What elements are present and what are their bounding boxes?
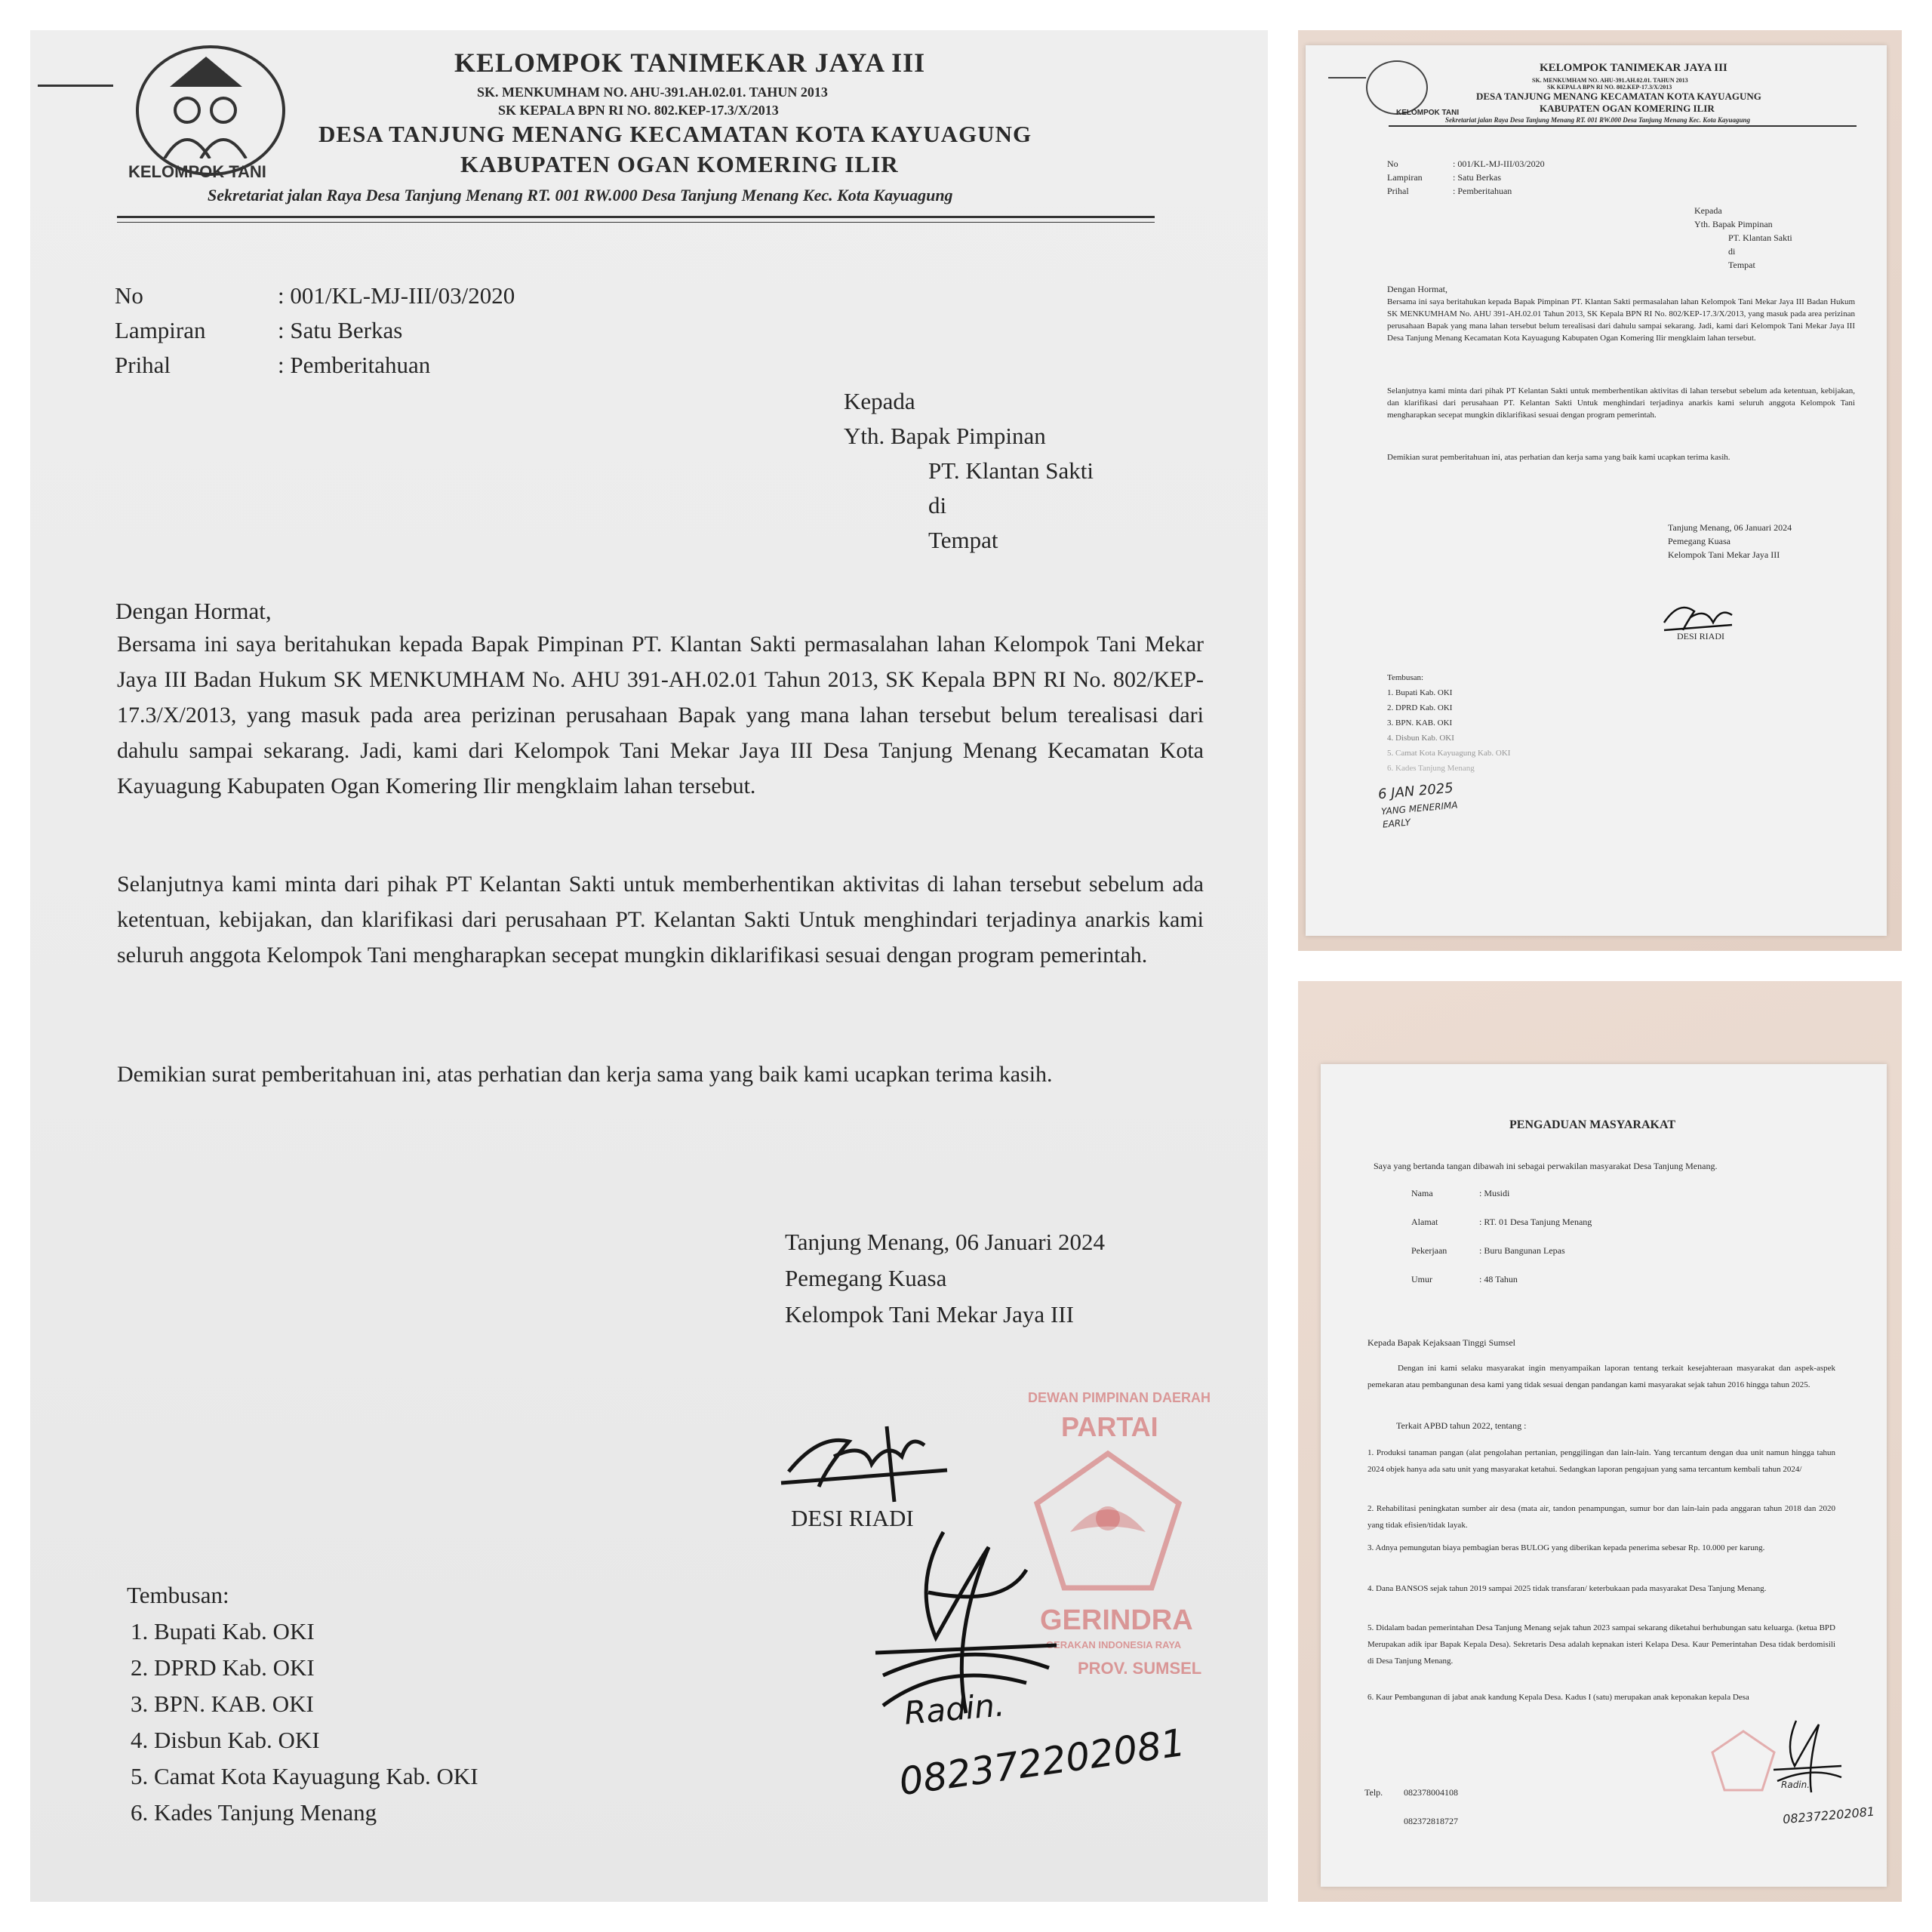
thumb-sk-menkumham: SK. MENKUMHAM NO. AHU-391.AH.02.01. TAHUN 2013 xyxy=(1532,77,1688,84)
phone-2: 082372818727 xyxy=(1404,1816,1458,1826)
receipt-letter-paper xyxy=(1306,45,1887,936)
thumb-tembusan-item: 4. Disbun Kab. OKI xyxy=(1387,734,1454,743)
thumb-company: PT. Klantan Sakti xyxy=(1728,232,1792,243)
prihal-label: Prihal xyxy=(115,352,171,378)
thumb-tembusan-item: 6. Kades Tanjung Menang xyxy=(1387,764,1475,773)
complaint-item: 5. Didalam badan pemerintahan Desa Tanjung Menang sejak tahun 2023 sampai sekarang diketahui berhubungan satu keluarga. (ketua BPD Merupakan adik ipar Bapak Kepala Desa). Sekretaris Desa adalah kepnakan isteri Kelapa Desa. Kaur Pemerintahan Desa tidak berdomisili di Desa Tanjung Menang. xyxy=(1367,1623,1835,1666)
thumb-prihal-value: : Pemberitahuan xyxy=(1453,186,1512,196)
signer-name: DESI RIADI xyxy=(791,1505,914,1531)
thumb-dash xyxy=(1328,77,1366,78)
thumb-signature xyxy=(1660,596,1736,634)
desi-riadi-signature xyxy=(774,1411,962,1509)
complaint-item: 3. Adnya pemungutan biaya pembagian beras BULOG yang diberikan kepada penerima sebesar Rp. 10.000 per karung. xyxy=(1367,1543,1765,1552)
complaint-item: 6. Kaur Pembangunan di jabat anak kandung Kepala Desa. Kadus I (satu) merupakan anak keponakan kepala Desa xyxy=(1367,1693,1749,1702)
field-value-nama: : Musidi xyxy=(1479,1188,1510,1198)
complaint-letter-photo xyxy=(1298,981,1902,1902)
recipient-tempat: Tempat xyxy=(928,527,998,553)
thumb-org-name: KELOMPOK TANIMEKAR JAYA III xyxy=(1540,62,1727,74)
field-value-umur: : 48 Tahun xyxy=(1479,1274,1518,1284)
thumb-di: di xyxy=(1728,246,1736,257)
no-label: No xyxy=(115,282,143,309)
field-label-nama: Nama xyxy=(1411,1188,1433,1198)
complaint-item: 4. Dana BANSOS sejak tahun 2019 sampai 2025 tidak transfaran/ keterbukaan pada masyarakat Desa Tanjung Menang. xyxy=(1367,1584,1767,1593)
thumb-signer: DESI RIADI xyxy=(1677,631,1724,641)
tembusan-item: 5. Camat Kota Kayuagung Kab. OKI xyxy=(131,1763,478,1789)
thumb-address: Sekretariat jalan Raya Desa Tanjung Menang RT. 001 RW.000 Desa Tanjung Menang Kec. Kota Kayuagung xyxy=(1445,116,1750,124)
receipt-date: 6 JAN 2025 xyxy=(1377,780,1454,803)
no-value: : 001/KL-MJ-III/03/2020 xyxy=(278,282,515,309)
telp-label: Telp. xyxy=(1364,1787,1383,1798)
handwritten-phone: 082372202081 xyxy=(896,1720,1188,1804)
thumb-tempat: Tempat xyxy=(1728,260,1755,270)
stamp-gerindra-text: GERINDRA xyxy=(1040,1604,1193,1636)
signer-group: Kelompok Tani Mekar Jaya III xyxy=(785,1301,1074,1327)
tembusan-item: 1. Bupati Kab. OKI xyxy=(131,1618,315,1644)
complaint-apbd: Terkait APBD tahun 2022, tentang : xyxy=(1396,1420,1527,1431)
thumb-salutation: Dengan Hormat, xyxy=(1387,284,1447,294)
sk-kepala-bpn: SK KEPALA BPN RI NO. 802.KEP-17.3/X/2013 xyxy=(498,103,779,118)
field-label-pekerjaan: Pekerjaan xyxy=(1411,1245,1447,1256)
complaint-handwritten-name: Radin. xyxy=(1781,1780,1810,1790)
letter-page xyxy=(30,30,1268,1902)
thumb-yth: Yth. Bapak Pimpinan xyxy=(1694,219,1773,229)
prihal-value: : Pemberitahuan xyxy=(278,352,431,378)
thumb-sk-bpn: SK KEPALA BPN RI NO. 802.KEP-17.3/X/2013 xyxy=(1547,84,1672,91)
paragraph-1: Bersama ini saya beritahukan kepada Bapak Pimpinan PT. Klantan Sakti permasalahan lahan Kelompok Tani Mekar Jaya III Badan Hukum SK MENKUMHAM No. AHU 391-AH.02.01 Tahun 2013, SK Kepala BPN RI No. 802/KEP-17.3/X/2013, yang masuk pada area perizinan perusahaan Bapak yang mana lahan tersebut belum terealisasi dari dahulu sampai sekarang. Jadi, kami dari Kelompok Tani Mekar Jaya III Desa Tanjung Menang Kecamatan Kota Kayuagung Kabupaten Ogan Komering Ilir mengklaim lahan tersebut. xyxy=(117,632,1204,798)
complaint-title: PENGADUAN MASYARAKAT xyxy=(1509,1118,1676,1131)
thumb-kepada: Kepada xyxy=(1694,205,1722,216)
complaint-to: Kepada Bapak Kejaksaan Tinggi Sumsel xyxy=(1367,1337,1515,1348)
receipt-line-1: YANG MENERIMA xyxy=(1380,799,1459,817)
kabupaten-line: KABUPATEN OGAN KOMERING ILIR xyxy=(460,151,899,177)
thumb-logo xyxy=(1366,60,1428,115)
thumb-rule xyxy=(1389,125,1857,127)
stamp-top-text: DEWAN PIMPINAN DAERAH xyxy=(1028,1390,1211,1405)
org-name: KELOMPOK TANIMEKAR JAYA III xyxy=(454,48,926,78)
logo-figures-icon xyxy=(158,91,257,158)
secretariat-address: Sekretariat jalan Raya Desa Tanjung Menang RT. 001 RW.000 Desa Tanjung Menang Kec. Kota Kayuagung xyxy=(208,186,953,205)
tembusan-title: Tembusan: xyxy=(127,1582,229,1608)
thumb-paragraph-1: Bersama ini saya beritahukan kepada Bapak Pimpinan PT. Klantan Sakti permasalahan lahan Kelompok Tani Mekar Jaya III Badan Hukum SK MENKUMHAM No. AHU 391-AH.02.01 Tahun 2013, SK Kepala BPN RI No. 802/KEP-17.3/X/2013, yang masuk pada area perizinan perusahaan Bapak yang mana lahan tersebut belum terealisasi dari dahulu sampai sekarang. Jadi, kami dari Kelompok Tani Mekar Jaya III Desa Tanjung Menang Kecamatan Kota Kayuagung Kabupaten Ogan Komering Ilir mengklaim lahan tersebut. xyxy=(1387,297,1855,343)
place-date: Tanjung Menang, 06 Januari 2024 xyxy=(785,1229,1105,1255)
field-value-alamat: : RT. 01 Desa Tanjung Menang xyxy=(1479,1217,1592,1227)
tembusan-item: 3. BPN. KAB. OKI xyxy=(131,1690,314,1717)
tembusan-item: 2. DPRD Kab. OKI xyxy=(131,1654,315,1681)
complaint-item: 2. Rehabilitasi peningkatan sumber air desa (mata air, tandon penampungan, sumur bor dan lain-lain pada anggaran tahun 2018 dan 2020 yang tidak efisien/tidak layak. xyxy=(1367,1504,1835,1530)
salutation: Dengan Hormat, xyxy=(115,598,272,624)
lampiran-value: : Satu Berkas xyxy=(278,317,403,343)
kepada: Kepada xyxy=(844,388,915,414)
stamp-prov-text: PROV. SUMSEL xyxy=(1078,1659,1202,1678)
stamp-partai-text: PARTAI xyxy=(1061,1411,1158,1442)
complaint-opening: Dengan ini kami selaku masyarakat ingin menyampaikan laporan tentang terkait kesejahteraan masyarakat dan aspek-aspek pemekaran atau pembangunan desa kami yang tidak sesuai dengan pandangan kami masyarakat sejak tahun 2016 hingga tahun 2025. xyxy=(1367,1364,1835,1389)
header-rule xyxy=(117,216,1155,218)
field-value-pekerjaan: : Buru Bangunan Lepas xyxy=(1479,1245,1565,1256)
paragraph-3: Demikian surat pemberitahuan ini, atas perhatian dan kerja sama yang baik kami ucapkan terima kasih. xyxy=(117,1062,1053,1087)
thumb-prihal-label: Prihal xyxy=(1387,186,1409,196)
phone-1: 082378004108 xyxy=(1404,1787,1458,1798)
thumb-role: Pemegang Kuasa xyxy=(1668,536,1730,546)
receipt-copy-photo xyxy=(1298,30,1902,951)
field-label-umur: Umur xyxy=(1411,1274,1432,1284)
thumb-tembusan-item: 5. Camat Kota Kayuagung Kab. OKI xyxy=(1387,749,1511,758)
complaint-paper xyxy=(1321,1064,1887,1887)
thumb-paragraph-3: Demikian surat pemberitahuan ini, atas perhatian dan kerja sama yang baik kami ucapkan terima kasih. xyxy=(1387,453,1730,462)
thumb-no-label: No xyxy=(1387,158,1398,169)
receipt-line-2: EARLY xyxy=(1382,817,1411,830)
stamp-sub-text: GERAKAN INDONESIA RAYA xyxy=(1046,1639,1182,1651)
header-rule-thin xyxy=(117,222,1155,223)
paragraph-2: Selanjutnya kami minta dari pihak PT Kelantan Sakti untuk memberhentikan aktivitas di lahan tersebut sebelum ada ketentuan, kebijakan, dan klarifikasi dari perusahaan PT. Kelantan Sakti Untuk menghindari terjadinya anarkis kami seluruh anggota Kelompok Tani mengharapkan secepat mungkin diklarifikasi sesuai dengan program pemerintah. xyxy=(117,872,1204,968)
complaint-intro: Saya yang bertanda tangan dibawah ini sebagai perwakilan masyarakat Desa Tanjung Menang. xyxy=(1374,1161,1718,1171)
thumb-tembusan-item: 1. Bupati Kab. OKI xyxy=(1387,688,1453,697)
handwritten-name: Radin. xyxy=(903,1686,1007,1732)
recipient-di: di xyxy=(928,492,947,518)
thumb-kabupaten-line: KABUPATEN OGAN KOMERING ILIR xyxy=(1540,103,1715,114)
thumb-no-value: : 001/KL-MJ-III/03/2020 xyxy=(1453,158,1545,169)
thumb-desa-line: DESA TANJUNG MENANG KECAMATAN KOTA KAYUAGUNG xyxy=(1476,91,1761,102)
sk-menkumham: SK. MENKUMHAM NO. AHU-391.AH.02.01. TAHUN 2013 xyxy=(477,85,828,100)
thumb-tembusan-title: Tembusan: xyxy=(1387,673,1424,682)
tembusan-item: 6. Kades Tanjung Menang xyxy=(131,1799,377,1826)
thumb-tembusan-item: 3. BPN. KAB. OKI xyxy=(1387,718,1453,728)
thumb-group: Kelompok Tani Mekar Jaya III xyxy=(1668,549,1780,560)
main-letter-photo xyxy=(30,30,1268,1902)
field-label-alamat: Alamat xyxy=(1411,1217,1438,1227)
complaint-handwritten-phone: 082372202081 xyxy=(1782,1804,1875,1827)
desa-line: DESA TANJUNG MENANG KECAMATAN KOTA KAYUAGUNG xyxy=(318,121,1032,147)
thumb-logo-label: KELOMPOK TANI xyxy=(1396,109,1460,117)
yth-recipient: Yth. Bapak Pimpinan xyxy=(844,423,1046,449)
logo-label: KELOMPOK TANI xyxy=(128,162,266,181)
thumb-place-date: Tanjung Menang, 06 Januari 2024 xyxy=(1668,522,1792,533)
thumb-lampiran-label: Lampiran xyxy=(1387,172,1423,183)
thumb-tembusan-item: 2. DPRD Kab. OKI xyxy=(1387,703,1453,712)
top-left-dash xyxy=(38,85,113,87)
thumb-paragraph-2: Selanjutnya kami minta dari pihak PT Kelantan Sakti untuk memberhentikan aktivitas di lahan tersebut sebelum ada ketentuan, kebijakan, dan klarifikasi dari perusahaan PT. Kelantan Sakti Untuk menghindari terjadinya anarkis kami seluruh anggota Kelompok Tani mengharapkan secepat mungkin diklarifikasi sesuai dengan program pemerintah. xyxy=(1387,386,1855,420)
thumb-lampiran-value: : Satu Berkas xyxy=(1453,172,1501,183)
logo-roof-shape xyxy=(170,57,242,87)
tembusan-item: 4. Disbun Kab. OKI xyxy=(131,1727,320,1753)
signer-role: Pemegang Kuasa xyxy=(785,1265,947,1291)
complaint-item: 1. Produksi tanaman pangan (alat pengolahan pertanian, penggilingan dan lain-lain. Yang tercantum dengan dua unit namun hingga tahun 2024 objek hanya ada satu unit yang masyarakat ketahui. Sedangkan laporan pengajuan yang sama tercantum kembali tahun 2024/ xyxy=(1367,1448,1835,1474)
recipient-company: PT. Klantan Sakti xyxy=(928,457,1094,484)
lampiran-label: Lampiran xyxy=(115,317,206,343)
